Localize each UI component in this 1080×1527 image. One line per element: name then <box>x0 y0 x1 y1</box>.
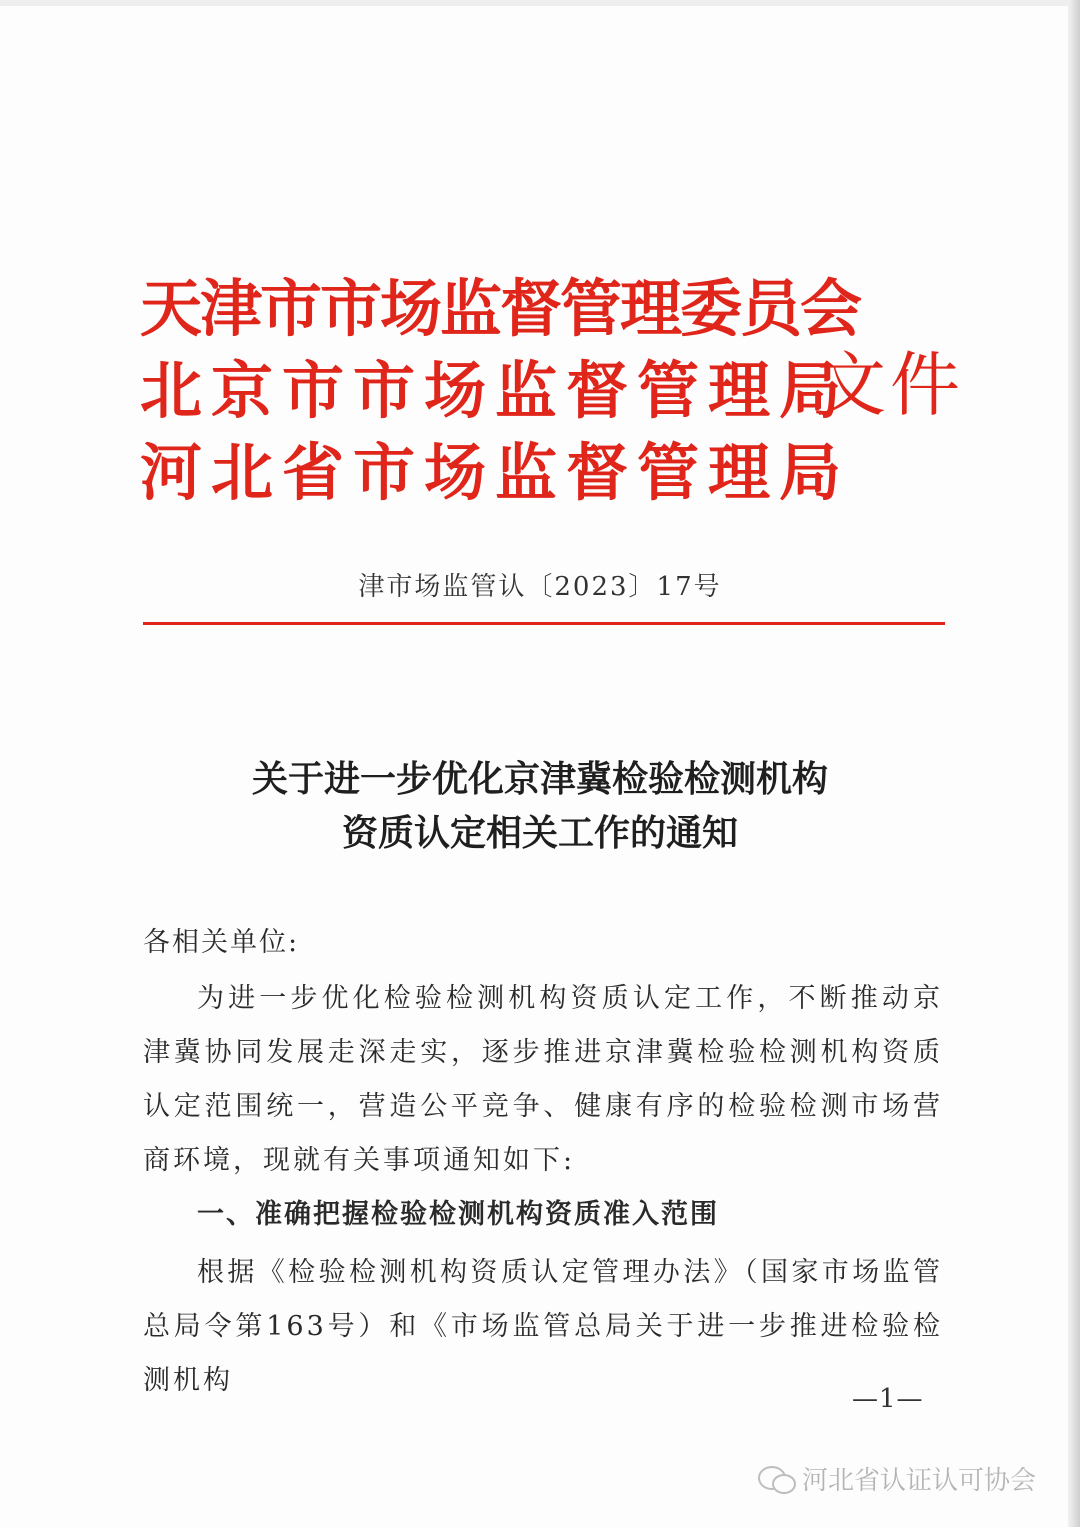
wechat-icon <box>758 1464 794 1494</box>
intro-paragraph: 为进一步优化检验检测机构资质认定工作，不断推动京津冀协同发展走深走实，逐步推进京津冀检验检测机构资质认定范围统一，营造公平竞争、健康有序的检验检测市场营商环境，现就有关事项通知如下: <box>143 983 943 1176</box>
document-header <box>140 268 1000 518</box>
scan-top-edge <box>0 0 1080 6</box>
document-type-label: 文件 <box>816 344 964 426</box>
salutation: 各相关单位: <box>143 927 300 958</box>
section-paragraph: 根据《检验检测机构资质认定管理办法》（国家市场监管总局令第163号）和《市场监管总局关于进一步推进检验检测机构 <box>143 1257 943 1396</box>
document-body <box>143 918 943 1408</box>
red-divider-line <box>143 622 945 625</box>
document-number: 津市场监管认〔2023〕17号 <box>358 572 722 602</box>
issuing-organizations <box>140 268 861 514</box>
org-line-beijing: 北京市市场监督管理局 <box>140 354 851 427</box>
title-line-2: 资质认定相关工作的通知 <box>341 812 738 854</box>
document-title <box>0 752 1080 860</box>
watermark <box>758 1460 1036 1497</box>
page-number: —1— <box>852 1384 924 1414</box>
org-line-hebei: 河北省市场监督管理局 <box>140 436 851 509</box>
section-heading: 一、准确把握检验检测机构资质准入范围 <box>197 1199 719 1230</box>
watermark-text: 河北省认证认可协会 <box>802 1466 1037 1496</box>
title-line-1: 关于进一步优化京津冀检验检测机构 <box>251 758 828 800</box>
org-line-tianjin: 天津市市场监督管理委员会 <box>140 272 861 345</box>
